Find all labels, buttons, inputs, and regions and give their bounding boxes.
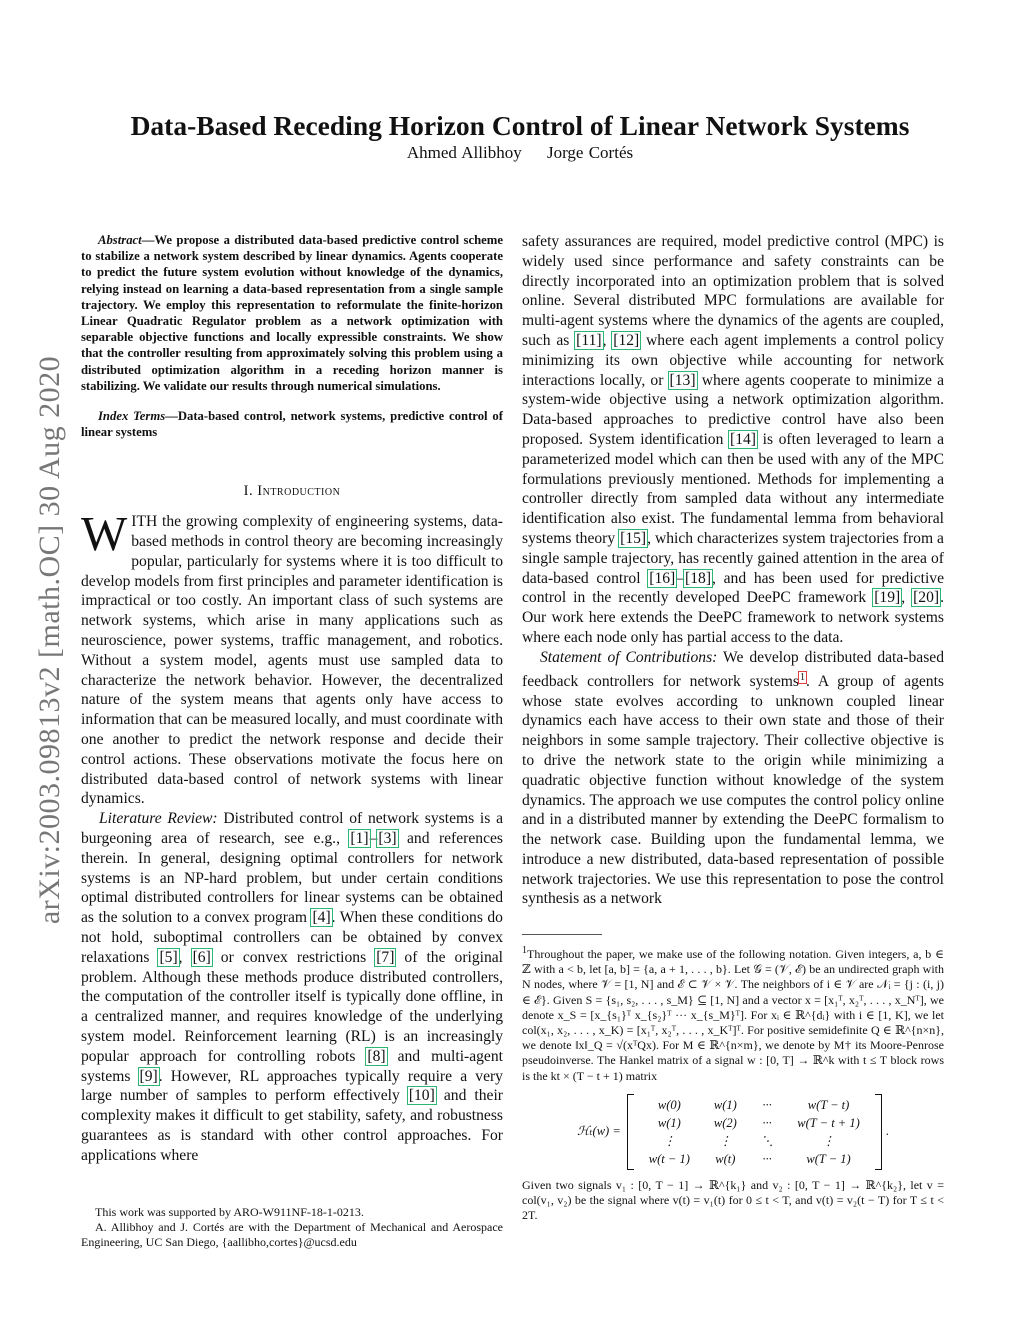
section-numeral: I.: [243, 483, 254, 500]
matrix-cell: w(1): [657, 1115, 681, 1130]
matrix-cell: ⋮: [822, 1133, 835, 1148]
text-run: ,: [901, 589, 913, 607]
matrix-cell: ···: [762, 1097, 772, 1112]
text-run: Distributed control of network systems is a burgeoning area of research, see e.g.,: [81, 810, 504, 847]
text-run: and multi-agent systems: [81, 1047, 503, 1085]
left-column: [81, 232, 503, 1166]
matrix-cell: ···: [762, 1115, 772, 1130]
literature-review-label: Literature Review:: [99, 810, 218, 828]
contributions-paragraph: [522, 648, 944, 910]
section-heading: [81, 482, 503, 502]
citation-link[interactable]: [13]: [669, 371, 696, 389]
matrix-cell: w(t − 1): [648, 1151, 690, 1166]
author-name: Jorge Cortés: [546, 143, 634, 162]
citation-link[interactable]: [19]: [874, 589, 901, 607]
hankel-matrix-equation: [522, 1094, 944, 1170]
text-run: . When these conditions do not hold, suboptimal controllers can be obtained by convex relaxations: [81, 909, 503, 966]
author-name: Ahmed Allibhoy: [406, 143, 522, 162]
text-run: ,: [178, 948, 192, 966]
notation-text: Throughout the paper, we make use of the following notation. Given integers, a, b ∈ ℤ with a < b, let [a, b] = {a, a + 1, . . . , b}. Let 𝒢 = (𝒱, ℰ) be an undirected graph with N nodes, where 𝒱 = [1, N] and ℰ ⊂ 𝒱 × 𝒱. The neighbors of i ∈ 𝒱 are 𝒩ᵢ = {j : (i, j) ∈ ℰ}. Given S = {s₁, s₂, . . . , s_M} ⊆ [1, N] and a vector x = [x₁ᵀ, x₂ᵀ, . . . , x_Nᵀ], we denote x_S = [x_{s₁}ᵀ x_{s₂}ᵀ ··· x_{s_M}ᵀ]. For xᵢ ∈ ℝ^{dᵢ} with i ∈ [1, K], we let col(x₁, x₂, . . . , x_K) = [x₁ᵀ, x₂ᵀ, . . . , x_Kᵀ]ᵀ. For positive semidefinite Q ∈ ℝ^{n×n}, we denote ‖x‖_Q = √(xᵀQx). For M ∈ ℝ^{n×m}, we denote by M† its Moore-Penrose pseudoinverse. The Hankel matrix of a signal w : [0, T] → ℝ^k with t ≤ T block rows is the kt × (T − t + 1) matrix: [522, 947, 944, 1083]
text-run: ,: [602, 331, 613, 349]
text-run: or convex restrictions: [211, 948, 376, 966]
footnote-link[interactable]: 1: [799, 671, 805, 683]
hankel-matrix: [627, 1094, 882, 1170]
text-run: of the original problem. Although these methods produce distributed controllers, the computation of the controller itself is typically done offline, in a centralized manner, and requires knowledge of the underlying system model. Reinforcement learning (RL) is an increasingly popular approach for controlling robots: [81, 948, 504, 1065]
matrix-cell: w(0): [657, 1097, 681, 1112]
matrix-cell: ···: [762, 1151, 772, 1166]
footnote-left: [81, 1205, 503, 1250]
dropcap: W: [81, 506, 128, 562]
citation-link[interactable]: [6]: [192, 948, 211, 966]
matrix-cell: w(1): [713, 1097, 737, 1112]
matrix-row: [637, 1096, 872, 1114]
matrix-period: .: [885, 1124, 889, 1139]
notation-footnote: [522, 943, 944, 1084]
index-terms-label: Index Terms: [98, 409, 166, 424]
citation-link[interactable]: [14]: [730, 430, 756, 448]
funding-note: This work was supported by ARO-W911NF-18-1-0213.: [95, 1205, 364, 1219]
matrix-row: [637, 1114, 872, 1132]
contributions-label: Statement of Contributions:: [540, 648, 718, 666]
citation-link[interactable]: [11]: [576, 331, 602, 349]
right-column: [522, 232, 944, 909]
intro-text: ITH the growing complexity of engineering systems, data-based methods in control theory are becoming increasingly popular, particularly for systems where it is too difficult to develop models from first principles and parameter identification is impractical or too costly. An important class of such systems are network systems, which arise in many applications such as neuroscience, power systems, traffic management, and robotics. Without a system model, agents must use sampled data to characterize the network behavior. However, the decentralized nature of the system means that agents only have access to information that can be measured locally, and must coordinate with one another to predict the network response and decide their control actions. These observations motivate the focus here on distributed data-based control of network systems with linear dynamics.: [81, 513, 503, 808]
arxiv-stamp-text: arXiv:2003.09813v2 [math.OC] 30 Aug 2020: [33, 355, 66, 925]
affiliation-note: A. Allibhoy and J. Cortés are with the Department of Mechanical and Aerospace Engineering, UC San Diego, {aallibho,cortes}@ucsd.edu: [81, 1220, 503, 1249]
matrix-cell: ⋱: [760, 1133, 774, 1148]
citation-link[interactable]: [8]: [367, 1047, 386, 1065]
text-run: . Our work here extends the DeePC framework to network systems where each node only has partial access to the data.: [522, 589, 944, 646]
matrix-lhs: ℋₜ(w) =: [577, 1124, 621, 1139]
matrix-cell: ⋮: [663, 1133, 676, 1148]
footnote-marker: 1: [522, 945, 527, 956]
citation-link[interactable]: [5]: [159, 948, 178, 966]
footnote-rule: [522, 934, 602, 935]
matrix-cell: w(t): [715, 1151, 736, 1166]
citation-link[interactable]: [10]: [408, 1087, 435, 1105]
citation-link[interactable]: [9]: [139, 1067, 158, 1085]
text-run: and references therein. In general, designing optimal controllers for network systems is an NP-hard problem, but under certain conditions optimal distributed controllers for linear systems can be obtained as the solution to a convex program: [81, 829, 503, 927]
citation-link[interactable]: [7]: [376, 948, 395, 966]
text-run: , which characterizes system trajectories from a single sample trajectory, has recently gained attention in the area of data-based control: [522, 529, 944, 587]
abstract-label: Abstract: [98, 233, 142, 247]
section-title: Introduction: [257, 483, 341, 500]
citation-link[interactable]: [12]: [613, 331, 640, 349]
citation-link[interactable]: [18]: [685, 569, 712, 587]
matrix-cell: w(T − t): [807, 1097, 850, 1112]
citation-link[interactable]: [3]: [378, 829, 397, 847]
text-run: where agents cooperate to minimize a system-wide objective using a network optimization algorithm. Data-based approaches to predictive control have also been proposed. System identification: [522, 371, 944, 448]
index-terms: [81, 408, 503, 440]
citation-link[interactable]: [15]: [620, 529, 647, 547]
signals-text: Given two signals v₁ : [0, T − 1] → ℝ^{k₁} and v₂ : [0, T − 1] → ℝ^{k₂}, let v = col(v₁, v₂) be the signal where v(t) = v₁(t) for 0 ≤ t < T, and v(t) = v₂(t − T) for T ≤ t < 2T.: [522, 1177, 944, 1223]
index-terms-text: —Data-based control, network systems, predictive control of linear systems: [81, 409, 503, 440]
citation-link[interactable]: [4]: [312, 909, 331, 927]
text-run: safety assurances are required, model predictive control (MPC) is widely used since performance and safety constraints can be directly incorporated into an optimization problem that is solved online. Several distributed MPC formulations are available for multi-agent systems where the dynamics of the agents are coupled, such as: [522, 233, 944, 349]
matrix-cell: w(T − 1): [806, 1151, 851, 1166]
literature-review-paragraph: [81, 809, 503, 1165]
paper-title: Data-Based Receding Horizon Control of Linear Network Systems: [130, 110, 910, 142]
text-run: –: [369, 829, 378, 847]
matrix-cell: w(T − t + 1): [797, 1115, 860, 1130]
citation-link[interactable]: [20]: [913, 589, 940, 607]
author-list: [60, 143, 980, 163]
matrix-row: [637, 1132, 872, 1150]
text-run: where each agent implements a control policy minimizing its own objective while accounting for network interactions locally, or: [522, 331, 944, 389]
text-run: . However, RL approaches typically require a very large number of samples to perform effectively: [81, 1067, 503, 1105]
matrix-cell: ⋮: [719, 1133, 732, 1148]
matrix-row: [637, 1150, 872, 1168]
abstract-text: —We propose a distributed data-based predictive control scheme to stabilize a network system described by linear dynamics. Agents cooperate to predict the future system evolution without knowledge of the dynamics, relying instead on learning a data-based representation from a single sample trajectory. We employ this representation to reformulate the finite-horizon Linear Quadratic Regulator problem as a network optimization with separable objective functions and locally expressible constraints. We show that the controller resulting from approximately solving this problem using a distributed optimization algorithm in a receding horizon manner is stabilizing. We validate our results through numerical simulations.: [81, 233, 503, 393]
citation-link[interactable]: [1]: [350, 829, 369, 847]
text-run: We develop distributed data-based feedback controllers for network systems: [522, 648, 944, 690]
text-run: . A group of agents whose state evolves according to unknown coupled linear dynamics each have access to their own state and those of their neighbors in some sample trajectory. Their collective objective is to drive the network state to the origin while minimizing a quadratic objective function without knowledge of the system dynamics. The approach we use computes the control policy online and in a distributed manner by extending the DeePC formalism to the network case. Building upon the fundamental lemma, we introduce a new distributed, data-based representation of possible network trajectories. We use this representation to pose the control synthesis as a network: [522, 672, 944, 908]
arxiv-stamp: [30, 320, 70, 960]
footnote-right: [522, 943, 944, 1223]
matrix-cell: w(2): [713, 1115, 737, 1130]
text-run: –: [676, 569, 685, 587]
text-run: and their complexity makes it difficult to get stability, safety, and robustness guarantees as is standard with other control approaches. For applications where: [81, 1087, 503, 1164]
text-run: , and has been used for predictive control in the recently developed DeePC framework: [522, 569, 944, 607]
citation-link[interactable]: [16]: [649, 569, 676, 587]
text-run: is often leveraged to learn a parameterized model which can then be used with any of the MPC formulations previously mentioned. Methods for implementing a controller directly from sampled data without any intermediate identification also exist. The fundamental lemma from behavioral systems theory: [522, 430, 944, 547]
abstract: [81, 232, 503, 394]
mpc-paragraph: [522, 232, 944, 648]
intro-paragraph: [81, 506, 503, 809]
